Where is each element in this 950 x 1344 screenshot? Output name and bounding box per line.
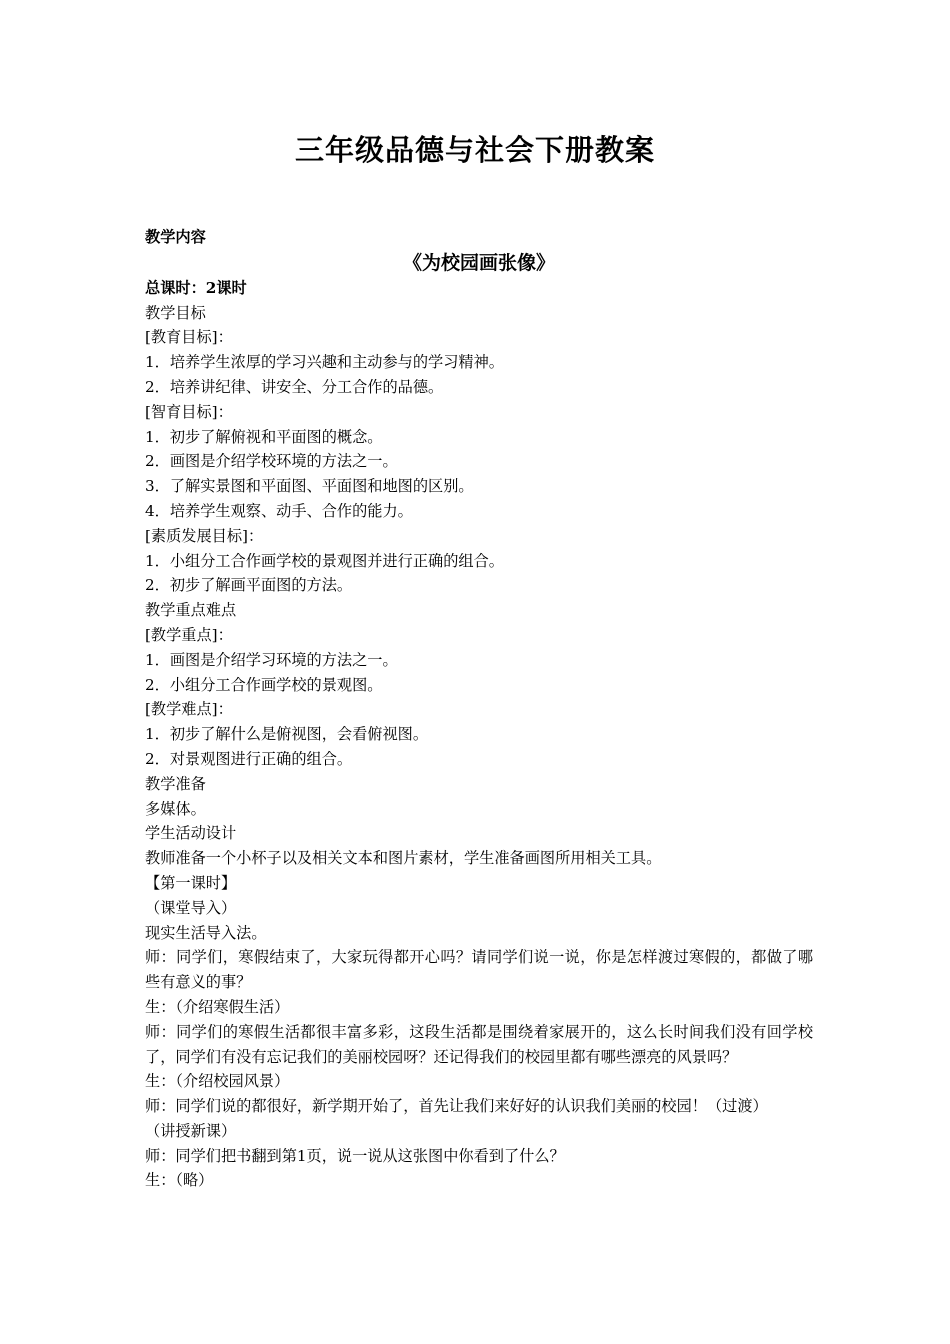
dialogue-teacher: 师：同学们的寒假生活都很丰富多彩，这段生活都是围绕着家展开的，这么长时间我们没有回学校了，同学们有没有忘记我们的美丽校园呀？还记得我们的校园里都有哪些漂亮的风景吗？: [145, 1022, 813, 1066]
dialogue-teacher: 师：同学们，寒假结束了，大家玩得都开心吗？请同学们说一说，你是怎样渡过寒假的，都做了哪些有意义的事？: [145, 948, 813, 992]
list-item: 1．小组分工合作画学校的景观图并进行正确的组合。: [145, 551, 504, 570]
dialogue-student: 生：（介绍校园风景）: [145, 1072, 290, 1091]
list-item: 1．初步了解俯视和平面图的概念。: [145, 427, 383, 446]
document-body: [145, 225, 813, 1193]
list-item: 1．画图是介绍学习环境的方法之一。: [145, 650, 398, 669]
list-item: 1．培养学生浓厚的学习兴趣和主动参与的学习精神。: [145, 353, 504, 372]
document-title: 三年级品德与社会下册教案: [294, 133, 655, 167]
dialogue-teacher: 师：同学们把书翻到第1页，说一说从这张图中你看到了什么？: [145, 1146, 565, 1165]
list-item: 2．小组分工合作画学校的景观图。: [145, 675, 383, 694]
dialogue-student: 生：（略）: [145, 1171, 214, 1190]
list-item: 4．培养学生观察、动手、合作的能力。: [145, 501, 413, 520]
section-label: 教学内容: [145, 228, 206, 246]
paragraph: （课堂导入）: [145, 898, 237, 917]
heading-teaching-goals: 教学目标: [145, 303, 206, 322]
heading-first-lesson: 【第一课时】: [145, 873, 237, 892]
subheading-education-goals: [教育目标]：: [145, 328, 233, 347]
dialogue-student: 生：（介绍寒假生活）: [145, 997, 290, 1016]
heading-key-points: 教学重点难点: [145, 601, 237, 620]
dialogue-teacher: 师：同学们说的都很好，新学期开始了，首先让我们来好好的认识我们美丽的校园！（过渡）: [145, 1097, 768, 1116]
list-item: 2．初步了解画平面图的方法。: [145, 576, 353, 595]
list-item: 2．画图是介绍学校环境的方法之一。: [145, 452, 398, 471]
subheading-key-points: [教学重点]：: [145, 625, 233, 644]
paragraph: 多媒体。: [145, 799, 206, 818]
lesson-title: 《为校园画张像》: [402, 251, 555, 274]
paragraph: 教师准备一个小杯子以及相关文本和图片素材，学生准备画图所用相关工具。: [145, 849, 662, 868]
heading-preparation: 教学准备: [145, 774, 206, 793]
paragraph: （讲授新课）: [145, 1121, 237, 1140]
subheading-quality-goals: [素质发展目标]：: [145, 526, 264, 545]
list-item: 1．初步了解什么是俯视图，会看俯视图。: [145, 725, 429, 744]
list-item: 2．培养讲纪律、讲安全、分工合作的品德。: [145, 377, 444, 396]
total-hours: 总课时：2课时: [145, 278, 247, 297]
list-item: 2．对景观图进行正确的组合。: [145, 749, 353, 768]
subheading-difficult-points: [教学难点]：: [145, 700, 233, 719]
subheading-intellectual-goals: [智育目标]：: [145, 402, 233, 421]
heading-student-activity: 学生活动设计: [145, 824, 237, 843]
list-item: 3．了解实景图和平面图、平面图和地图的区别。: [145, 477, 474, 496]
paragraph: 现实生活导入法。: [145, 923, 267, 942]
